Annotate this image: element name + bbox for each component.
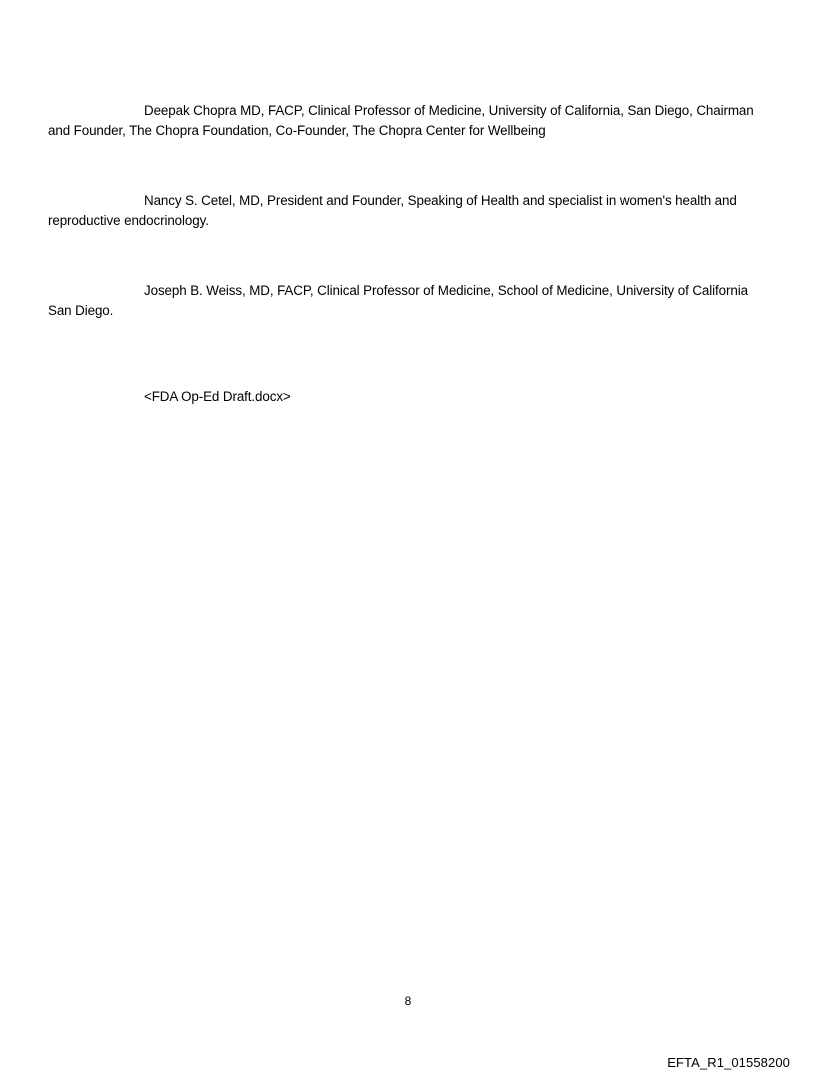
document-id-stamp: EFTA_R1_01558200 xyxy=(667,1055,790,1070)
signatory-paragraph-cetel: Nancy S. Cetel, MD, President and Founder, Speaking of Health and specialist in women's health and reproductive endocrinology. xyxy=(48,193,737,228)
signatory-paragraph-weiss: Joseph B. Weiss, MD, FACP, Clinical Professor of Medicine, School of Medicine, University of California San Diego. xyxy=(48,283,748,318)
signatory-paragraph-chopra: Deepak Chopra MD, FACP, Clinical Professor of Medicine, University of California, San Diego, Chairman and Founder, The Chopra Foundation, Co-Founder, The Chopra Center for Wellbeing xyxy=(48,103,754,138)
attachment-reference: <FDA Op-Ed Draft.docx> xyxy=(144,389,291,404)
page-number: 8 xyxy=(404,994,412,1008)
